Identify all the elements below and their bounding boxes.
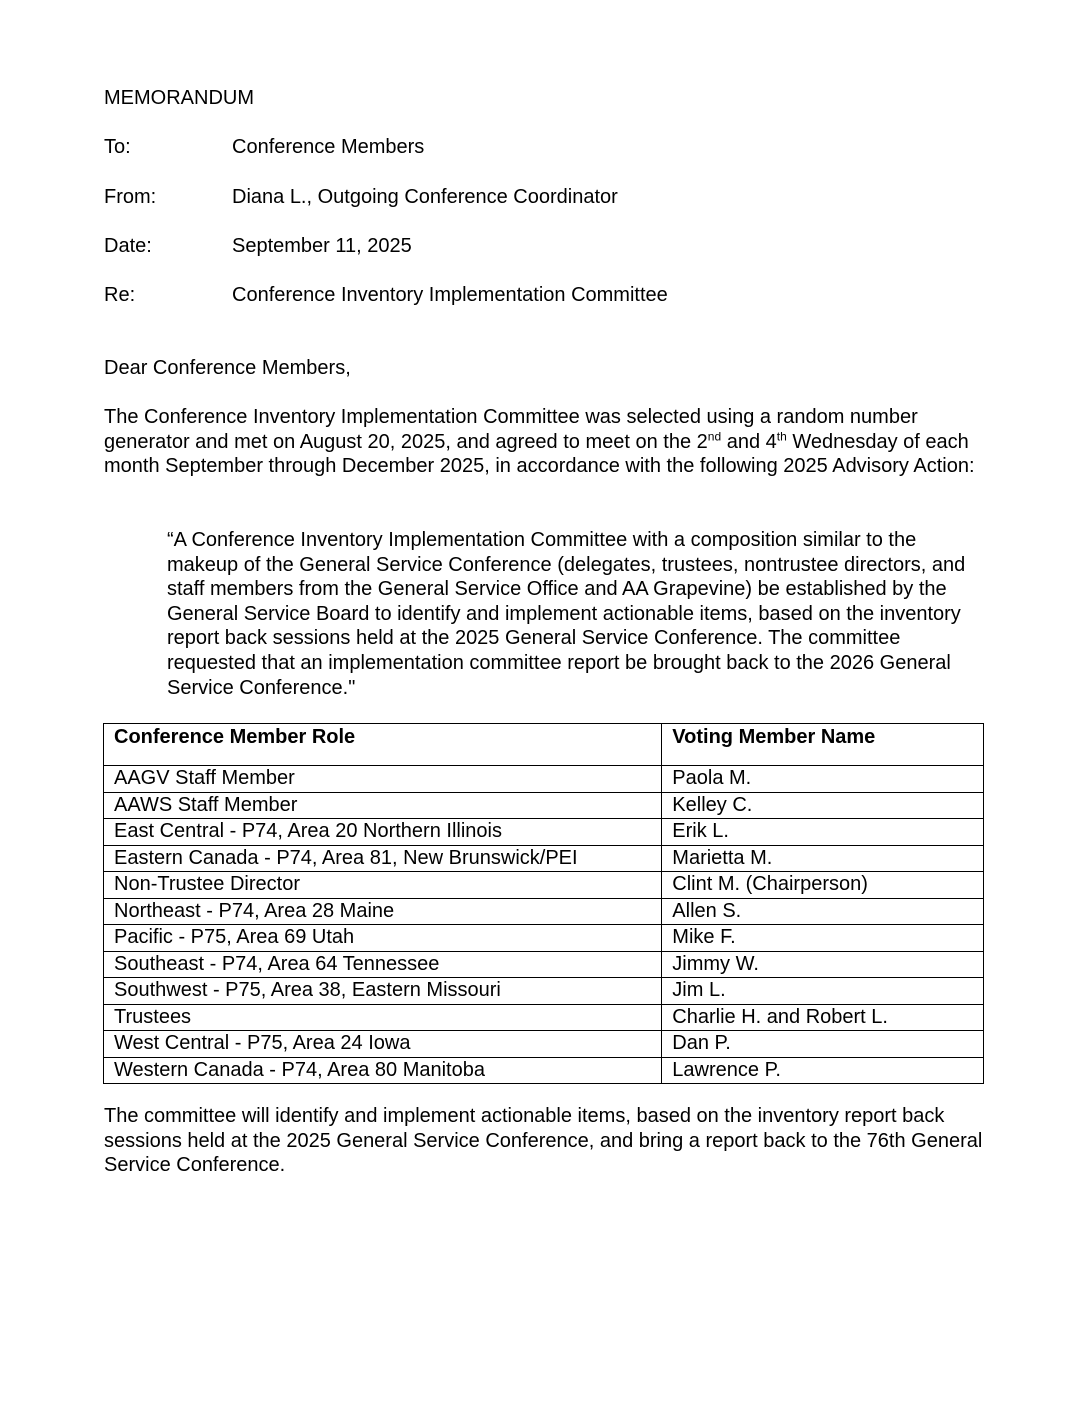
- from-value: Diana L., Outgoing Conference Coordinator: [232, 186, 618, 208]
- role-cell: Trustees: [104, 1004, 662, 1031]
- table-row: [104, 898, 984, 925]
- name-cell: Charlie H. and Robert L.: [662, 1004, 984, 1031]
- closing-paragraph: The committee will identify and implement actionable items, based on the inventory report back sessions held at the 2025 General Service Conference, and bring a report back to the 76th General Service Conference.: [104, 1105, 983, 1177]
- table-row: [104, 1031, 984, 1058]
- intro-text-c: Wednesday of each month September through December 2025, in accordance with the following 2025 Advisory Action:: [104, 430, 975, 478]
- header-name: Voting Member Name: [662, 724, 984, 766]
- ordinal-suffix-4th: th: [776, 428, 787, 443]
- to-value: Conference Members: [232, 136, 425, 158]
- date-label: Date:: [104, 235, 152, 257]
- date-value: September 11, 2025: [232, 235, 412, 257]
- table-row: [104, 925, 984, 952]
- role-cell: Pacific - P75, Area 69 Utah: [104, 925, 662, 952]
- table-header-row: [104, 724, 984, 766]
- name-cell: Mike F.: [662, 925, 984, 952]
- salutation: Dear Conference Members,: [104, 357, 351, 379]
- role-cell: Southeast - P74, Area 64 Tennessee: [104, 951, 662, 978]
- table-row: [104, 1057, 984, 1084]
- intro-paragraph: [104, 405, 984, 479]
- table-row: [104, 872, 984, 899]
- intro-text-b: and 4: [721, 430, 777, 453]
- role-cell: Eastern Canada - P74, Area 81, New Brunswick/PEI: [104, 845, 662, 872]
- role-cell: Non-Trustee Director: [104, 872, 662, 899]
- ordinal-suffix-2nd: nd: [707, 428, 722, 443]
- memo-title: MEMORANDUM: [104, 87, 254, 109]
- name-cell: Paola M.: [662, 766, 984, 793]
- table-row: [104, 951, 984, 978]
- name-cell: Jimmy W.: [662, 951, 984, 978]
- role-cell: Northeast - P74, Area 28 Maine: [104, 898, 662, 925]
- table-row: [104, 792, 984, 819]
- role-cell: AAGV Staff Member: [104, 766, 662, 793]
- table-row: [104, 845, 984, 872]
- to-label: To:: [104, 136, 131, 158]
- role-cell: AAWS Staff Member: [104, 792, 662, 819]
- name-cell: Marietta M.: [662, 845, 984, 872]
- name-cell: Kelley C.: [662, 792, 984, 819]
- role-cell: Western Canada - P74, Area 80 Manitoba: [104, 1057, 662, 1084]
- intro-text-a: The Conference Inventory Implementation Committee was selected using a random number generator and met on August 20, 2025, and agreed to meet on the 2: [104, 406, 918, 453]
- name-cell: Clint M. (Chairperson): [662, 872, 984, 899]
- table-row: [104, 766, 984, 793]
- re-value: Conference Inventory Implementation Committee: [232, 284, 668, 306]
- advisory-action-quote: “A Conference Inventory Implementation Committee with a composition similar to the makeup of the General Service Conference (delegates, trustees, nontrustee directors, and staff members from the General Service Office and AA Grapevine) be established by the General Service Board to identify and implement actionable items, based on the inventory report back sessions held at the 2025 General Service Conference. The committee requested that an implementation committee report be brought back to the 2026 General Service Conference.": [167, 529, 966, 699]
- name-cell: Erik L.: [662, 819, 984, 846]
- name-cell: Allen S.: [662, 898, 984, 925]
- header-role: Conference Member Role: [104, 724, 662, 766]
- role-cell: West Central - P75, Area 24 Iowa: [104, 1031, 662, 1058]
- table-row: [104, 819, 984, 846]
- from-label: From:: [104, 186, 157, 208]
- table-row: [104, 978, 984, 1005]
- role-cell: Southwest - P75, Area 38, Eastern Missouri: [104, 978, 662, 1005]
- committee-members-table: [103, 723, 984, 1084]
- name-cell: Jim L.: [662, 978, 984, 1005]
- re-label: Re:: [104, 284, 136, 306]
- role-cell: East Central - P74, Area 20 Northern Illinois: [104, 819, 662, 846]
- table-row: [104, 1004, 984, 1031]
- name-cell: Lawrence P.: [662, 1057, 984, 1084]
- name-cell: Dan P.: [662, 1031, 984, 1058]
